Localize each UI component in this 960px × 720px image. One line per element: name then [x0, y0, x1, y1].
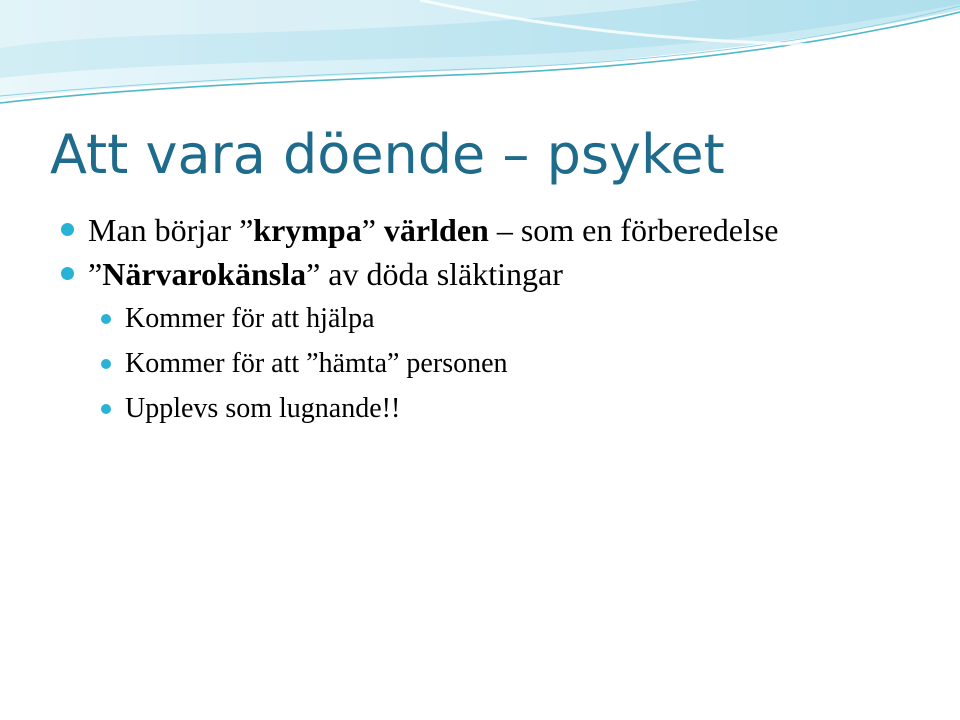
bullet-text-segment: ”	[361, 212, 384, 248]
bullet-text-bold: världen	[383, 212, 489, 248]
bullet-icon	[101, 404, 111, 414]
page-title: Att vara döende – psyket	[50, 123, 725, 186]
bullet-list	[0, 208, 960, 431]
bullet-text-bold: krympa	[253, 212, 362, 248]
sub-bullet-text: Kommer för att hjälpa	[125, 303, 375, 334]
bullet-text-bold: Närvarokänsla	[102, 256, 307, 292]
sub-bullet-text: Kommer för att ”hämta” personen	[125, 348, 508, 379]
bullet-text-segment: – som en förberedelse	[488, 212, 779, 248]
bullet-text	[88, 212, 778, 248]
bullet-icon	[61, 267, 74, 280]
wave-decoration-icon	[0, 0, 960, 120]
bullet-icon	[61, 223, 74, 236]
sub-bullet-text: Upplevs som lugnande!!	[125, 393, 401, 424]
bullet-text-segment: ”	[88, 256, 103, 292]
bullet-text-segment: ” av döda släktingar	[306, 256, 563, 292]
bullet-text-segment: Man börjar ”	[88, 212, 254, 248]
sub-bullet-item	[0, 341, 960, 386]
sub-bullet-item	[0, 296, 960, 341]
bullet-item	[0, 208, 960, 252]
sub-bullet-item	[0, 386, 960, 431]
bullet-icon	[101, 359, 111, 369]
bullet-text	[88, 256, 563, 292]
bullet-icon	[101, 314, 111, 324]
bullet-item	[0, 252, 960, 296]
